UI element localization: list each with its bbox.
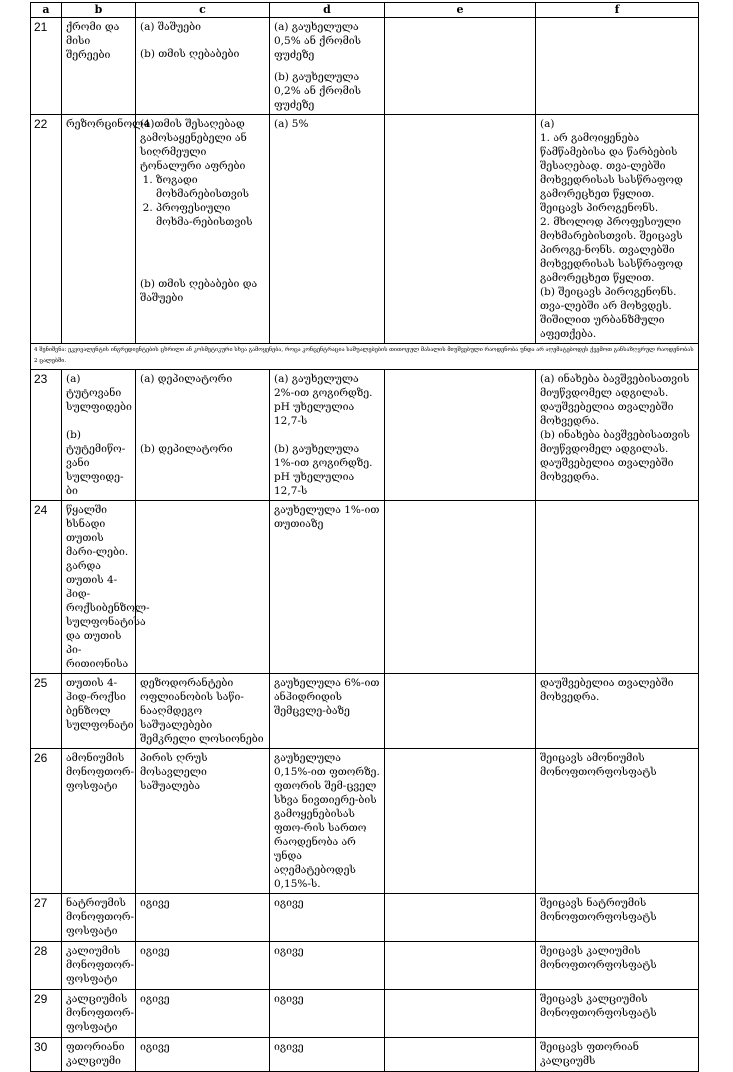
list-item: 1. ზოგადი მოხმარებისთვის [156,173,265,201]
limit-cell: იგივე [270,894,385,942]
empty-cell [385,674,536,749]
warning-cell: დაუშვებელია თვალებში მოხვედრა. [536,674,699,749]
usage-cell [136,115,270,344]
substance-cell: თუთის 4-ჰიდ-როქსი ბენზოლ სულფონატი [62,674,136,749]
col-header-f: f [536,3,699,18]
col-header-b: b [62,3,136,18]
substance-cell: რეზორცინოლ4 [62,115,136,344]
col-header-e: e [385,3,536,18]
table-row [31,894,699,942]
usage-b: (b) თმის ღებაბები და შაშუები [140,278,258,304]
warning-cell: (a) 1. არ გამოიყენება წამწამებისა და წარბების შესაღებად. თვა-ლებში მოხვედრისას სასწრაფოდ გამორეცხეთ წყლით. შეიცავს პიროგენონს. 2. მხოლოდ პროფესიული მოხმარებისთვის. შეიცავს პიროგე-ნონს. თვალებში მოხვედრისას სასწრაფოდ გამორეცხეთ წყლით. (b) შეიცავს პიროგენონს. თვა-ლებში არ მოხვდეს. შიშილით ურბანზმული აფეთქება. [536,115,699,344]
substance-cell: ფთორიანი კალციუმი [62,1038,136,1072]
row-number: 30 [31,1038,62,1072]
row-number: 29 [31,990,62,1038]
warning-cell: შეიცავს ნატრიუმის მონოფთორფოსფატს [536,894,699,942]
empty-cell [385,370,536,501]
substance-cell: წყალში ხსნადი თუთის მარი-ლები. გარდა თუთის 4-ჰიდ-როქსიბენზოლ-სულფონატისა და თუთის პი-რითიონისა [62,501,136,674]
warning-cell [536,18,699,115]
limit-cell: გაუხელულა 0,15%-ით ფთორზე. ფთორის შემ-ცველ სხვა ნივთიერე-ბის გამოყენებისას ფთო-რის სართო რაოდენობა არ უნდა აღემატებოდეს 0,15%-ს. [270,749,385,894]
substance-cell: კალციუმის მონოფთორ-ფოსფატი [62,990,136,1038]
usage-cell: დეზოდორანტები ოფლიანობის საწი-ნააღმდეგო საშუალებები შემკრელი ლოსიონები [136,674,270,749]
limit-cell: იგივე [270,1038,385,1072]
substance-cell: ნატრიუმის მონოფთორ-ფოსფატი [62,894,136,942]
table-row [31,18,699,115]
usage-b: (b) თმის ღებაბები [140,48,240,60]
row-number: 22 [31,115,62,344]
empty-cell [385,115,536,344]
limit-cell: (a) 5% [270,115,385,344]
row-number: 28 [31,942,62,990]
table-row [31,1038,699,1072]
usage-cell: პირის ღრუს მოსავლელი საშუალება [136,749,270,894]
empty-cell [385,749,536,894]
limit-b: (b) გაუხელულა 0,2% ან ქრომის ფუძეზე [274,71,362,111]
usage-a: (a)თმის შესაღებად გამოსაყენებელი ან სიღრმეული ტონალური აფრები [140,118,247,172]
empty-cell [385,990,536,1038]
warning-cell: შეიცავს კალციუმის მონოფთორფოსფატს [536,990,699,1038]
col-header-a: a [31,3,62,18]
substance-cell: კალიუმის მონოფთორ-ფოსფატი [62,942,136,990]
row-number: 23 [31,370,62,501]
empty-cell [385,1038,536,1072]
warning-cell [536,501,699,674]
usage-list [140,173,265,229]
row-number: 25 [31,674,62,749]
usage-cell: იგივე [136,1038,270,1072]
col-header-d: d [270,3,385,18]
warning-cell: შეიცავს კალიუმის მონოფთორფოსფატს [536,942,699,990]
empty-cell [385,501,536,674]
usage-cell: იგივე [136,990,270,1038]
warning-cell: (a) ინახება ბავშვებისათვის მიუწვდომელ ადგილას. დაუშვებელია თვალებში მოხვედრა. (b) ინახება ბავშვებისათვის მიუწვდომელ ადგილას. დაუშვებელია თვალებში მოხვედრა. [536,370,699,501]
list-item: 2. პროფესიული მოხმა-რებისთვის [156,201,265,229]
empty-cell [385,942,536,990]
table-row [31,674,699,749]
table-row [31,370,699,501]
substance-cell: ქრომი და მისი შერეები [62,18,136,115]
limit-cell [270,18,385,115]
usage-a: (a) შაშუები [140,21,202,33]
usage-cell: (a) დეპილატორი (b) დეპილატორი [136,370,270,501]
table-row [31,501,699,674]
limit-cell: იგივე [270,942,385,990]
header-row [31,3,699,18]
row-number: 27 [31,894,62,942]
usage-cell: იგივე [136,942,270,990]
limit-a: (a) გაუხელულა 0,5% ან ქრომის ფუძეზე [274,21,362,61]
substance-cell: ამონიუმის მონოფთორ-ფოსფატი [62,749,136,894]
footnote: 4 შენიშვნა: ეკვივალენტის ინგრედიენტების ცხრილი ან კოსმეტიკური სხვა გამოყენება, როცა კონცენტრაცია საშუალებების თითოეულ მასალის მიუშვებული რაოდენობა უნდა არ აღემატებოდეს ქვემოთ განსაზღვრულ რაოდენობას 2 ცალებში. [31,344,699,370]
row-number: 24 [31,501,62,674]
table-row [31,942,699,990]
warning-cell: შეიცავს ამონიუმის მონოფთორფოსფატს [536,749,699,894]
usage-cell [136,18,270,115]
limit-cell: გაუხელულა 6%-ით ანჰიდრიდის შემცვლე-ბაზე [270,674,385,749]
table-row [31,990,699,1038]
substance-cell: (a) ტუტოვანი სულფიდები (b) ტუტემიწო-ვანი სულფიდე-ბი [62,370,136,501]
empty-cell [385,894,536,942]
table-row [31,749,699,894]
restrictions-table [30,2,699,1072]
row-number: 21 [31,18,62,115]
table-row [31,115,699,344]
limit-cell: (a) გაუხელულა 2%-ით გოგირდზე. pH უხელულია 12,7-ს (b) გაუხელულა 1%-ით გოგირდზე. pH უხელულია 12,7-ს [270,370,385,501]
row-number: 26 [31,749,62,894]
usage-cell [136,501,270,674]
warning-cell: შეიცავს ფთორიან კალციუმს [536,1038,699,1072]
col-header-c: c [136,3,270,18]
usage-cell: იგივე [136,894,270,942]
limit-cell: გაუხელულა 1%-ით თუთიაზე [270,501,385,674]
empty-cell [385,18,536,115]
footnote-row [31,344,699,370]
limit-cell: იგივე [270,990,385,1038]
